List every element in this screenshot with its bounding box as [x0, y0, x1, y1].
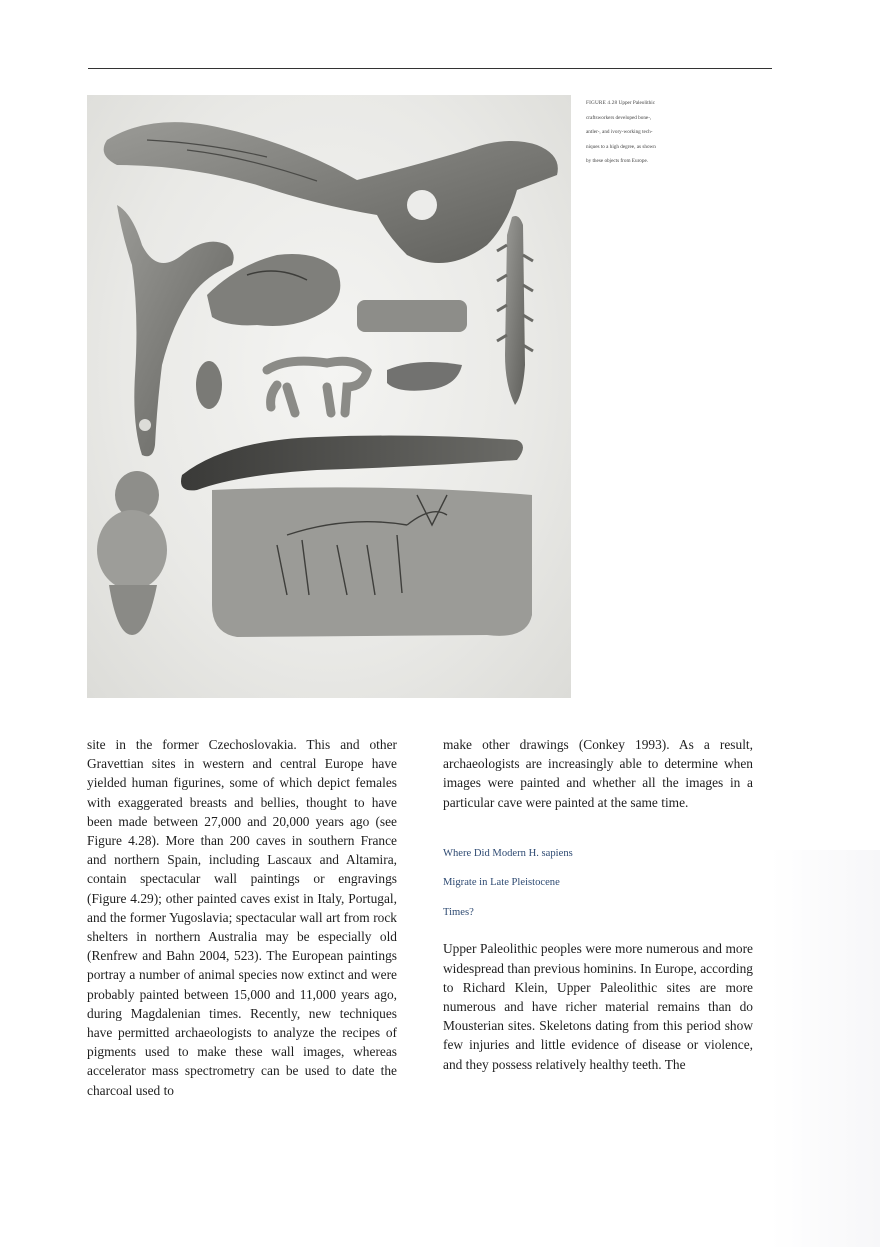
- animal-head-object: [387, 362, 462, 391]
- horse-figurine-object: [267, 361, 367, 413]
- right-column-text-bottom: Upper Paleolithic peoples were more numerous and more widespread than previous hominins. In Europe, according to Richard Klein, Upper Paleolithic sites are more numerous and have richer material remains than do Mousterian sites. Skeletons dating from this period show few injuries and little evidence of disease or violence, and they possess relatively healthy teeth. The: [443, 941, 753, 1072]
- caption-text: Upper Paleolithic craftsworkers developed bone-, antler-, and ivory-working tech- niques to a high degree, as shown by these objects from Europe.: [586, 100, 656, 165]
- perforated-baton-object: [104, 122, 558, 263]
- engraved-bar-object: [357, 300, 467, 332]
- right-column: [443, 735, 753, 1074]
- section-heading: Where Did Modern H. sapiens Migrate in Late Pleistocene Times?: [443, 847, 573, 918]
- figure-caption: [586, 96, 696, 169]
- barbed-harpoon-object: [497, 216, 533, 405]
- small-head-object: [196, 361, 222, 409]
- right-column-text-top: make other drawings (Conkey 1993). As a result, archaeologists are increasingly able to determine when images were painted and whether all the images in a particular cave were painted at the same time.: [443, 737, 753, 810]
- bird-headed-rod-object: [117, 205, 234, 456]
- left-column-text: site in the former Czechoslovakia. This and other Gravettian sites in western and central Europe have yielded human figurines, some of which depict females with exaggerated breasts and bellies, thought to have been made between 27,000 and 20,000 years ago (see Figure 4.28). More than 200 caves in southern France and northern Spain, including Lascaux and Altamira, contain spectacular wall paintings or engravings (Figure 4.29); other painted caves exist in Italy, Portugal, and the former Yugoslavia; spectacular wall art from rock shelters in northern Australia may be especially old (Renfrew and Bahn 2004, 523). The European paintings portray a number of animal species now extinct and were probably painted between 15,000 and 11,000 years ago, during Magdalenian times. Recently, new techniques have permitted archaeologists to analyze the recipes of pigments used to make these wall images, whereas accelerator mass spectrometry can be used to date the charcoal used to: [87, 737, 397, 1098]
- page-edge-shade: [770, 850, 880, 1247]
- engraved-deer-plaque-object: [212, 487, 532, 637]
- curved-horn-object: [181, 436, 523, 491]
- left-column: [87, 735, 397, 1100]
- female-figurine-object: [97, 471, 167, 635]
- figure-label: FIGURE 4.28: [586, 100, 618, 106]
- figure-photo: [87, 95, 571, 698]
- header-rule: [88, 68, 772, 69]
